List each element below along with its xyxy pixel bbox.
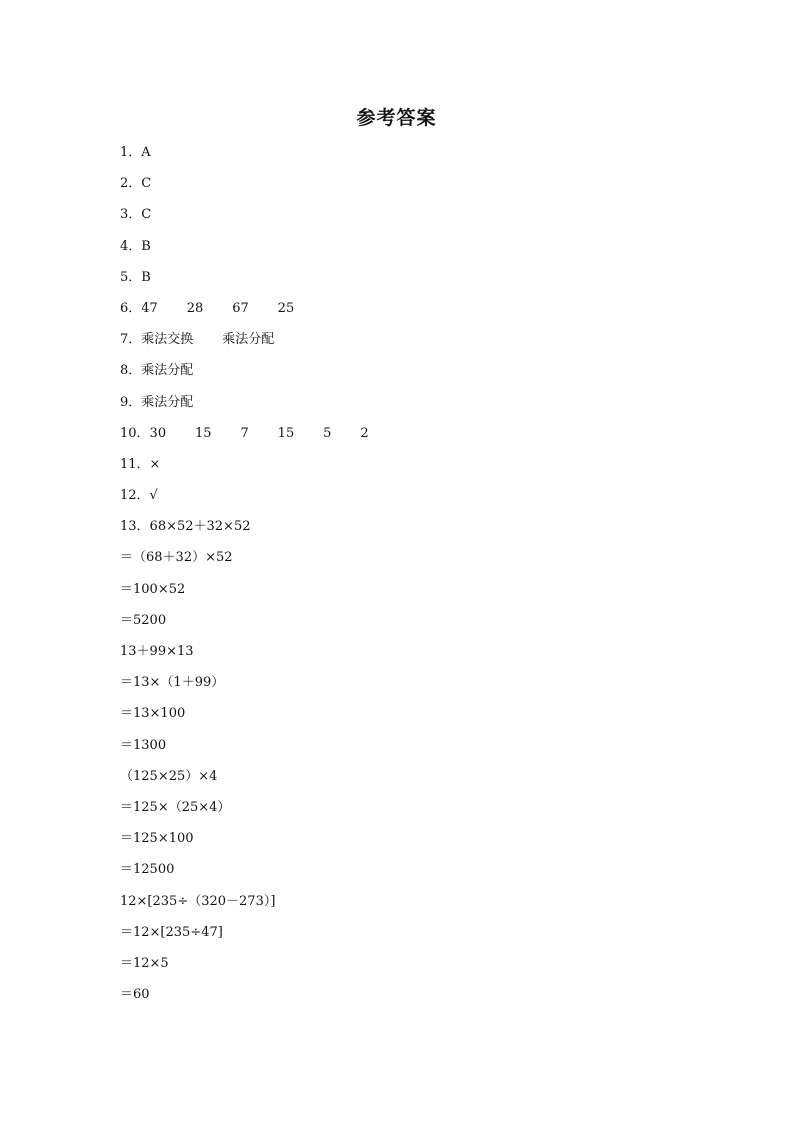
calculation-step: ＝13×（1＋99） [120,675,225,691]
calculation-step: ＝125×100 [120,831,194,847]
answer-line: 8．乘法分配 [120,363,194,379]
answer-line: 9．乘法分配 [120,394,194,410]
answer-line: 5．B [120,269,151,285]
answer-line: 1．A [120,145,151,160]
calculation-step: ＝5200 [120,612,167,628]
calculation-step: ＝60 [120,987,150,1003]
answer-line: 2．C [120,176,152,192]
answer-line: 13．68×52＋32×52 [120,519,251,535]
calculation-step: ＝125×（25×4） [120,799,231,815]
answer-line: 12．√ [120,488,158,504]
calculation-step: ＝1300 [120,737,167,753]
calculation-step: ＝12500 [120,862,175,878]
calculation-step: ＝（68＋32）×52 [120,550,233,566]
answer-line: 3．C [120,207,152,223]
calculation-step: 13＋99×13 [120,644,194,659]
answer-line: 10．30 15 7 15 5 2 [120,425,369,441]
page-title: 参考答案 [356,107,437,129]
answer-line: 6．47 28 67 25 [120,300,295,316]
answer-list [120,142,369,1015]
answer-line: 11．× [120,456,161,472]
calculation-step: （125×25）×4 [120,768,218,784]
calculation-step: ＝12×[235÷47] [120,924,223,940]
calculation-step: ＝100×52 [120,581,186,597]
answer-line: 7．乘法交换 乘法分配 [120,332,275,348]
answer-line: 4．B [120,238,151,254]
calculation-step: ＝12×5 [120,955,169,971]
calculation-step: 12×[235÷（320－273）] [120,893,276,909]
calculation-step: ＝13×100 [120,706,186,722]
